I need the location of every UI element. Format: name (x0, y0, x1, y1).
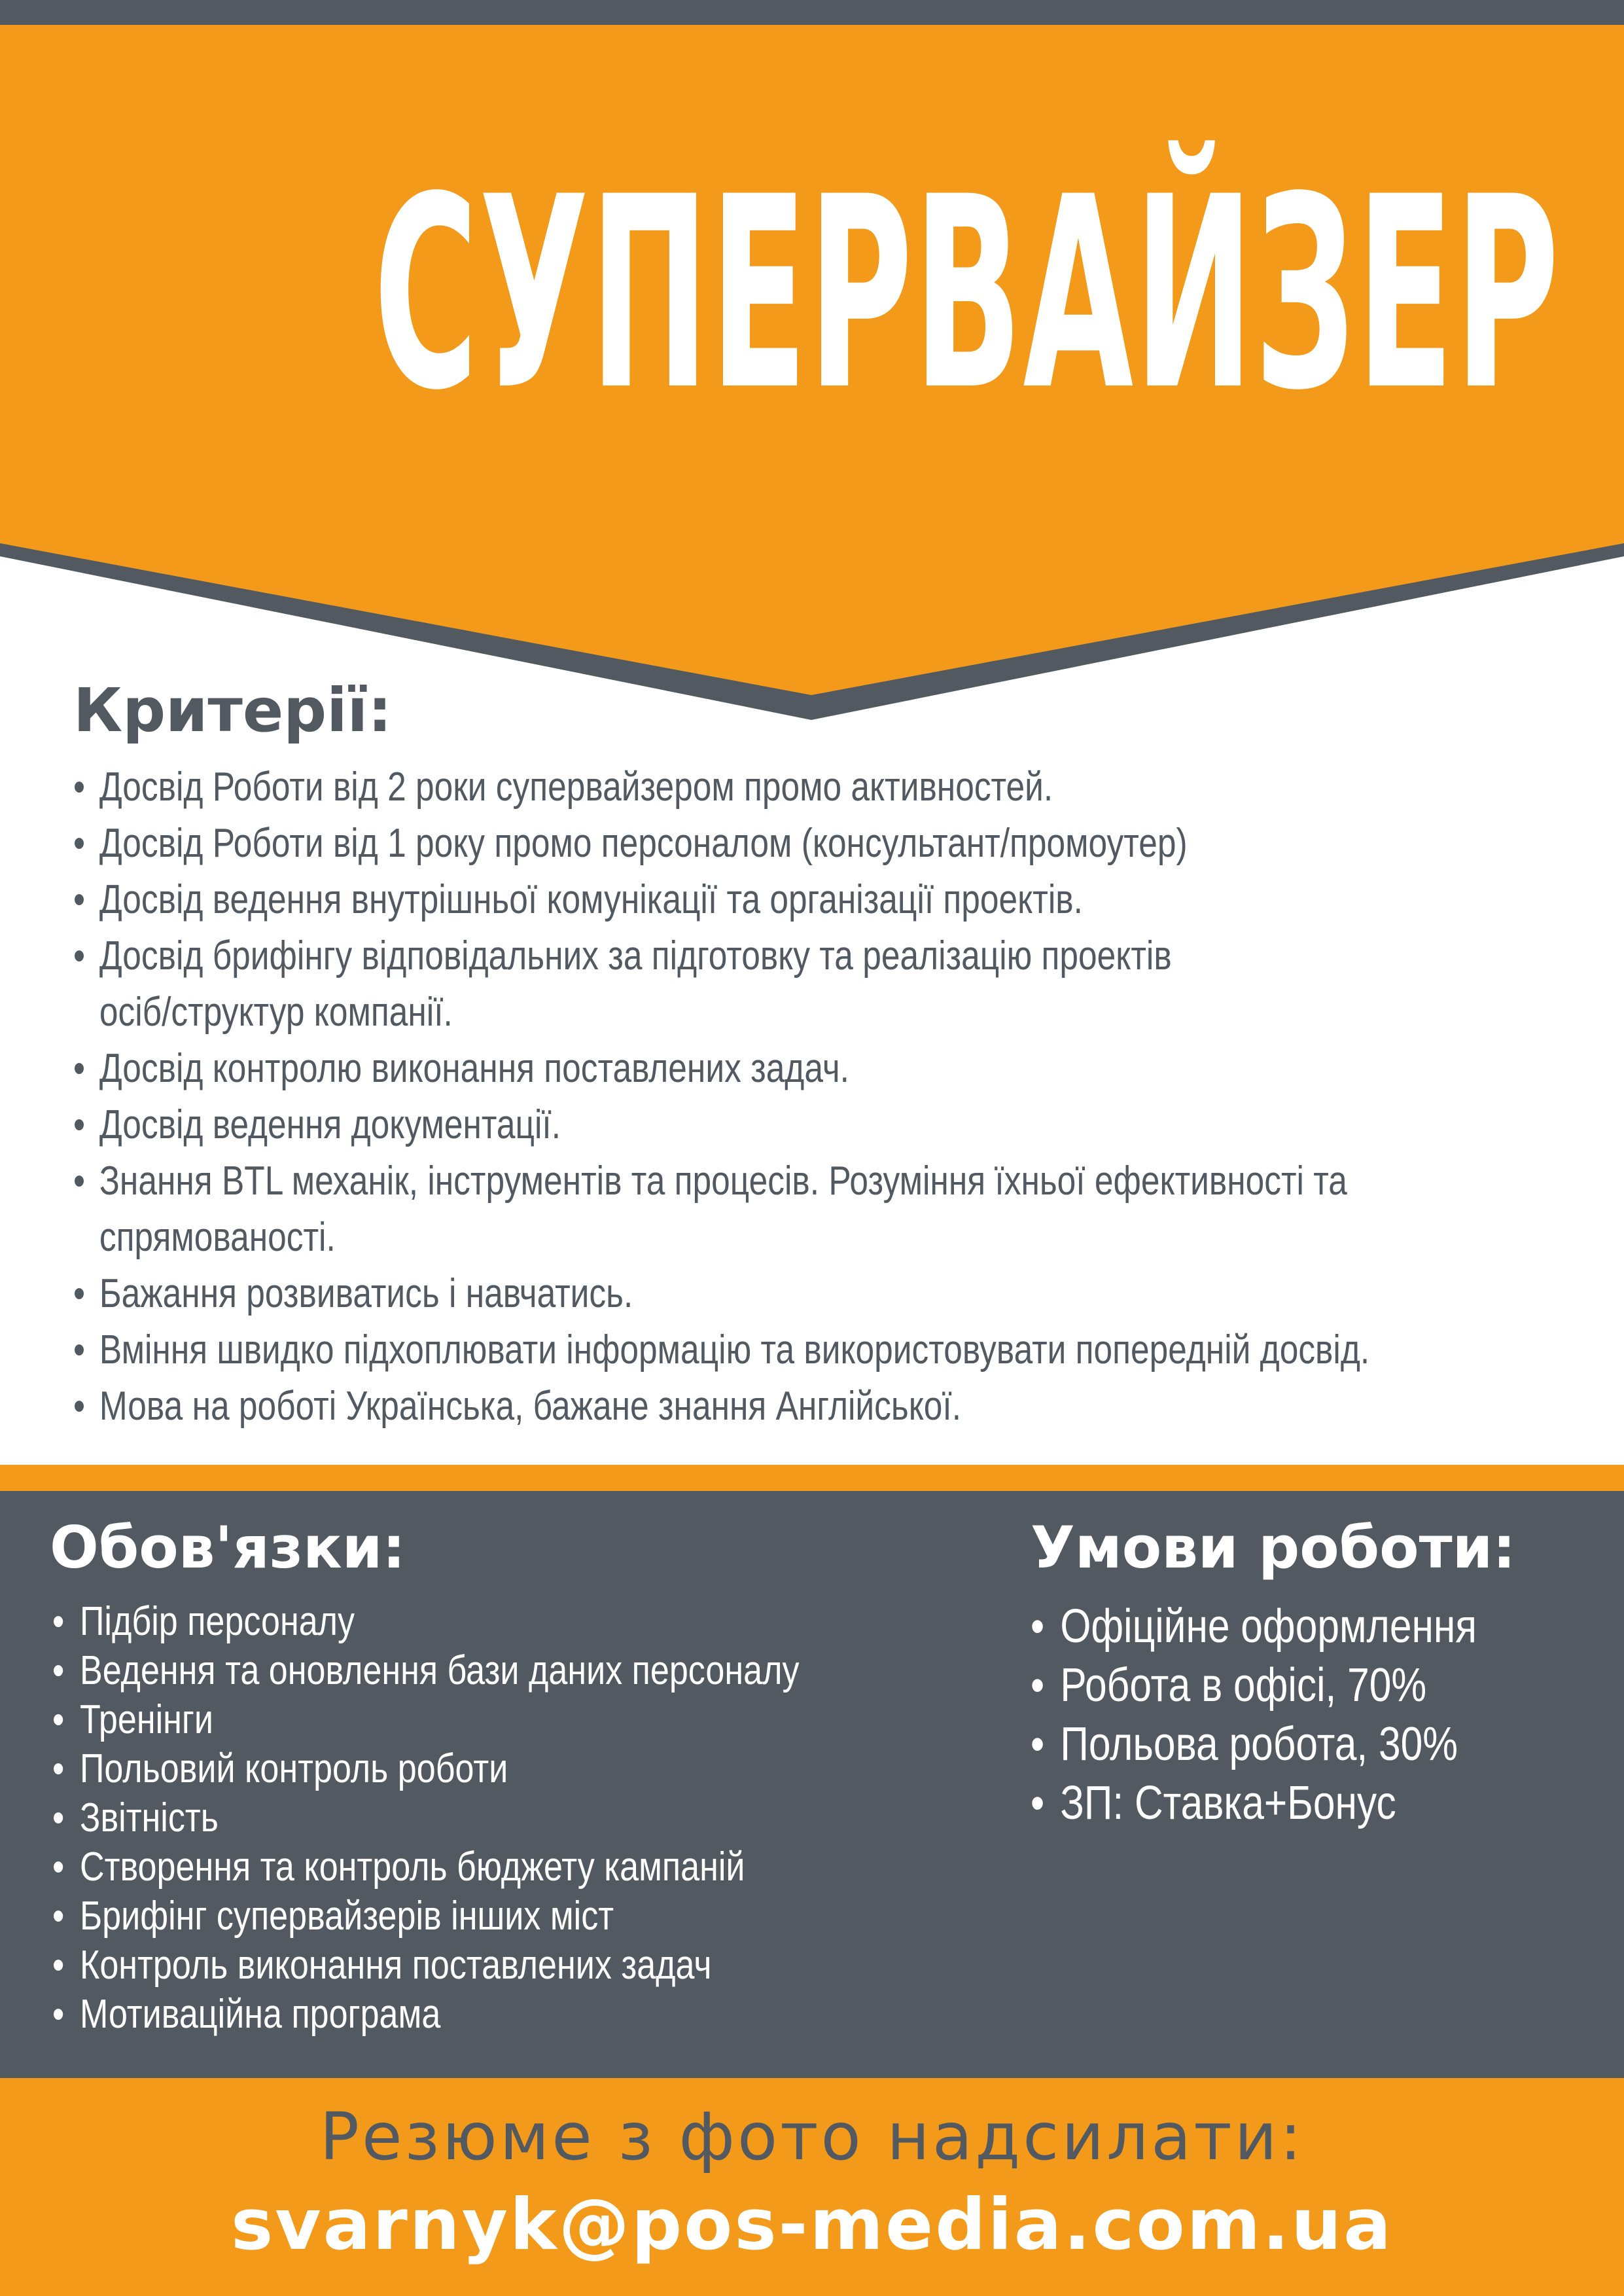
duties-heading: Обов'язки: (50, 1514, 406, 1581)
duties-list (52, 1597, 921, 2039)
duties-item: • Польовий контроль роботи (52, 1744, 921, 1793)
duties-item: • Підбір персоналу (52, 1597, 921, 1646)
section-divider (0, 1465, 1624, 1491)
conditions-item: • Робота в офісі, 70% (1031, 1656, 1624, 1715)
resume-label: Резюме з фото надсилати: (319, 2098, 1305, 2175)
conditions-item: • Польова робота, 30% (1031, 1715, 1624, 1774)
criteria-item: • Досвід брифінгу відповідальних за підготовку та реалізацію проектів осіб/структур компанії. (73, 928, 1218, 1041)
contact-email-link[interactable]: svarnyk@pos-media.com.ua (230, 2184, 1394, 2266)
criteria-item: • Вміння швидко підхоплювати інформацію та використовувати попередній досвід. (73, 1322, 1442, 1378)
page-title: СУПЕРВАЙЗЕР (373, 141, 1561, 448)
criteria-item: • Знання BTL механік, інструментів та процесів. Розуміння їхньої ефективності та спрямованості. (73, 1153, 1349, 1266)
criteria-item: • Досвід Роботи від 1 року промо персоналом (консультант/промоутер) (73, 816, 1442, 872)
criteria-item: • Мова на роботі Українська, бажане знання Англійської. (73, 1378, 1442, 1435)
criteria-item: • Досвід ведення документації. (73, 1097, 1442, 1153)
criteria-item: • Досвід ведення внутрішньої комунікації та організації проектів. (73, 872, 1442, 928)
duties-item: • Ведення та оновлення бази даних персоналу (52, 1646, 921, 1695)
conditions-item: • Офіційне оформлення (1031, 1597, 1624, 1656)
criteria-list (73, 759, 1442, 1435)
criteria-item: • Досвід контролю виконання поставлених задач. (73, 1041, 1442, 1097)
conditions-heading: Умови роботи: (1031, 1514, 1516, 1581)
criteria-item: • Бажання розвиватись і навчатись. (73, 1266, 1442, 1322)
duties-item: • Тренінги (52, 1695, 921, 1744)
duties-item: • Мотиваційна програма (52, 1990, 921, 2039)
conditions-item: • ЗП: Ставка+Бонус (1031, 1774, 1624, 1833)
conditions-list (1031, 1597, 1624, 1833)
duties-item: • Створення та контроль бюджету кампаній (52, 1842, 921, 1892)
duties-item: • Звітність (52, 1793, 921, 1842)
duties-item: • Брифінг супервайзерів інших міст (52, 1892, 921, 1941)
criteria-heading: Критерії: (73, 675, 392, 745)
duties-item: • Контроль виконання поставлених задач (52, 1941, 921, 1990)
criteria-item: • Досвід Роботи від 2 роки супервайзером промо активностей. (73, 759, 1442, 816)
